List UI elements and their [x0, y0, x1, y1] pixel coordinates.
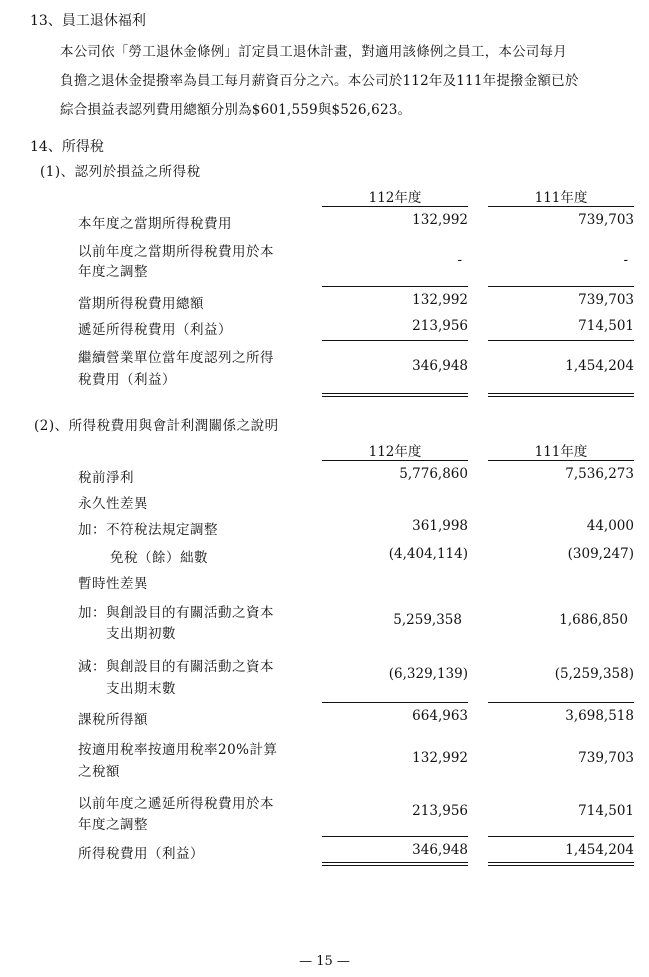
t2-row-3-112: 361,998 [412, 518, 468, 534]
t2-row-7-112: (6,329,139) [388, 666, 468, 682]
t2-row-10-label-line-1: 以前年度之遞延所得稅費用於本 [78, 796, 274, 812]
t1-row-2-111: - [623, 252, 628, 268]
t1-row-5-label-line-2: 稅費用（利益） [78, 372, 176, 388]
t1-row-1-112: 132,992 [412, 212, 468, 228]
t2-row-6-label-line-2: 支出期初數 [106, 626, 176, 642]
t2-row-3-111: 44,000 [586, 518, 634, 534]
t2-row-3-label: 加：不符稅法規定調整 [78, 522, 218, 538]
table-2-col-112: 112年度 [368, 444, 422, 460]
t2-row-8-112: 664,963 [412, 708, 468, 724]
t2-row-6-111: 1,686,850 [559, 612, 628, 628]
page-number: — 15 — [299, 954, 350, 969]
section-13-paragraph-line-1: 本公司依「勞工退休金條例」訂定員工退休計畫，對適用該條例之員工，本公司每月 [60, 44, 567, 60]
t1-row-2-label-line-1: 以前年度之當期所得稅費用於本 [78, 244, 274, 260]
section-13-heading: 13、員工退休福利 [30, 13, 146, 29]
t2-row-10-112: 213,956 [412, 803, 468, 819]
t1-row-5-112: 346,948 [412, 358, 468, 374]
t2-row-11-111: 1,454,204 [565, 842, 634, 858]
table-1-header-rule-b [488, 206, 634, 207]
table-1-total-rule-a [322, 340, 468, 341]
table-2-total-rule-b [488, 836, 634, 837]
t1-row-2-label-line-2: 年度之調整 [78, 264, 148, 280]
t2-row-6-label-line-1: 加：與創設目的有關活動之資本 [78, 605, 274, 621]
table-1-double-rule-b [488, 393, 634, 397]
t1-row-1-label: 本年度之當期所得稅費用 [78, 216, 232, 232]
table-2-header-rule-a [322, 460, 468, 461]
t2-row-1-label: 稅前淨利 [78, 470, 134, 486]
t2-row-11-112: 346,948 [412, 842, 468, 858]
table-1-subtotal-rule-b [488, 286, 634, 287]
t2-row-4-label: 免稅（餘）絀數 [110, 550, 208, 566]
t1-row-3-112: 132,992 [412, 292, 468, 308]
t1-row-3-111: 739,703 [578, 292, 634, 308]
table-2-total-rule-a [322, 836, 468, 837]
t2-row-11-label: 所得稅費用（利益） [78, 846, 204, 862]
t1-row-5-label-line-1: 繼續營業單位當年度認列之所得 [78, 350, 274, 366]
t2-row-1-112: 5,776,860 [399, 466, 468, 482]
table-2-subtotal-rule-b [488, 702, 634, 703]
table-1-col-111: 111年度 [534, 190, 588, 206]
t2-row-8-label: 課稅所得額 [78, 712, 148, 728]
table-2-double-rule-a [322, 862, 468, 866]
t2-row-10-111: 714,501 [578, 803, 634, 819]
t2-row-4-112: (4,404,114) [388, 546, 468, 562]
t2-row-5-label: 暫時性差異 [78, 576, 148, 592]
t2-row-9-label-line-1: 按適用稅率按適用稅率20%計算 [78, 742, 278, 758]
t2-row-8-111: 3,698,518 [565, 708, 634, 724]
t2-row-7-label-line-1: 減：與創設目的有關活動之資本 [78, 659, 274, 675]
t1-row-4-111: 714,501 [578, 318, 634, 334]
table-2-header-rule-b [488, 460, 634, 461]
table-1-title: (1)、認列於損益之所得稅 [40, 164, 201, 180]
t1-row-2-112: - [457, 252, 462, 268]
t1-row-1-111: 739,703 [578, 212, 634, 228]
t2-row-1-111: 7,536,273 [565, 466, 634, 482]
t2-row-2-label: 永久性差異 [78, 496, 148, 512]
table-1-total-rule-b [488, 340, 634, 341]
section-13-paragraph-line-2: 負擔之退休金提撥率為員工每月薪資百分之六。本公司於112年及111年提撥金額已於 [60, 73, 579, 89]
table-1-subtotal-rule-a [322, 286, 468, 287]
t1-row-4-112: 213,956 [412, 318, 468, 334]
t1-row-5-111: 1,454,204 [565, 358, 634, 374]
t2-row-9-label-line-2: 之稅額 [78, 764, 120, 780]
table-2-subtotal-rule-a [322, 702, 468, 703]
t2-row-9-112: 132,992 [412, 750, 468, 766]
t2-row-4-111: (309,247) [567, 546, 634, 562]
table-2-col-111: 111年度 [534, 444, 588, 460]
t2-row-9-111: 739,703 [578, 750, 634, 766]
section-14-heading: 14、所得稅 [30, 139, 104, 155]
t1-row-4-label: 遞延所得稅費用（利益） [78, 322, 232, 338]
table-2-double-rule-b [488, 862, 634, 866]
table-1-double-rule-a [322, 393, 468, 397]
t2-row-7-111: (5,259,358) [554, 666, 634, 682]
t2-row-6-112: 5,259,358 [393, 612, 462, 628]
table-1-header-rule-a [322, 206, 468, 207]
table-1-col-112: 112年度 [368, 190, 422, 206]
table-2-title: (2)、所得稅費用與會計利潤關係之說明 [34, 418, 279, 434]
t1-row-3-label: 當期所得稅費用總額 [78, 296, 204, 312]
t2-row-7-label-line-2: 支出期末數 [106, 681, 176, 697]
section-13-paragraph-line-3: 綜合損益表認列費用總額分別為$601,559與$526,623。 [60, 102, 412, 118]
t2-row-10-label-line-2: 年度之調整 [78, 817, 148, 833]
